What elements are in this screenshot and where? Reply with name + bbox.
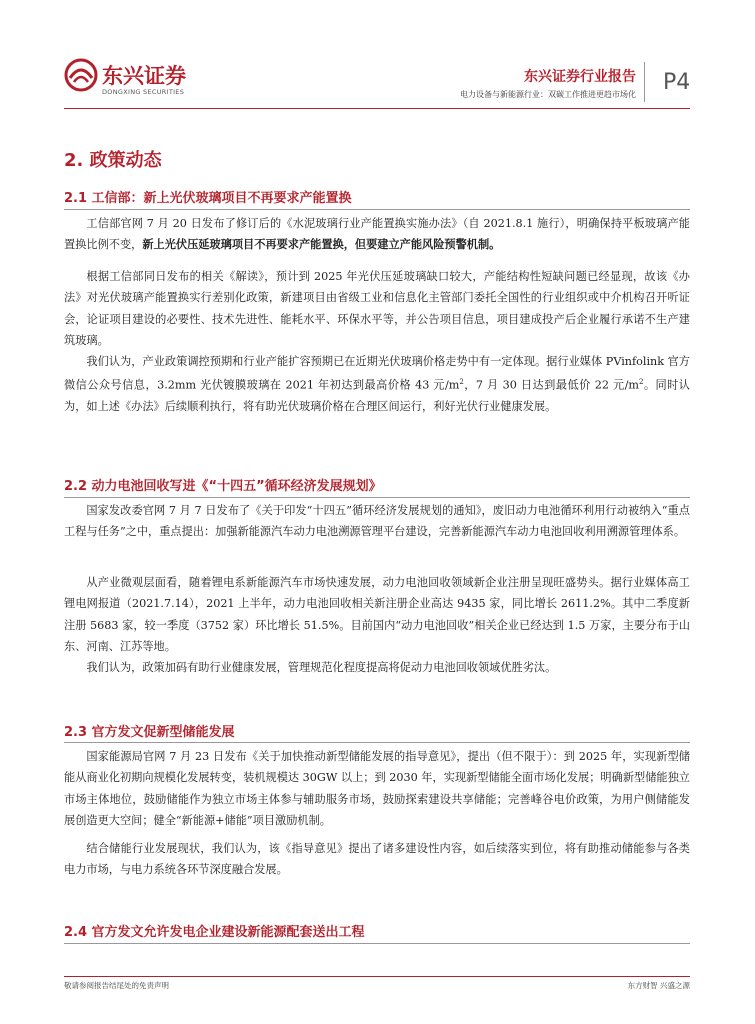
report-title: 东兴证券行业报告 (524, 69, 636, 85)
paragraph: 国家能源局官网 7 月 23 日发布《关于加快推动新型储能发展的指导意见》，提出（但不限于）：到 2025 年，实现新型储能从商业化初期向规模化发展转变，装机规模达 30GW 以上；到 2030 年，实现新型储能全面市场化发展；明确新型储能独立市场主体地位，鼓励储能作为独立市场主体参与辅助服务市场，鼓励探索建设共享储能；完善峰谷电价政策，为用户侧储能发展创造更大空间；健全“新能源+储能”项目激励机制。 (64, 750, 690, 827)
logo-subtitle: DONGXING SECURITIES (102, 88, 185, 96)
footer-disclaimer: 敬请参阅报告结尾处的免责声明 (64, 981, 169, 990)
paragraph: 我们认为，政策加码有助行业健康发展，管理规范化程度提高将促动力电池回收领域优胜劣汰。 (86, 661, 557, 674)
company-logo (64, 58, 194, 104)
footer-rule (64, 976, 690, 977)
paragraph: 国家发改委官网 7 月 7 日发布了《关于印发“十四五”循环经济发展规划的通知》，废旧动力电池循环利用行动被纳入“重点工程与任务”之中，重点提出：加强新能源汽车动力电池溯源管理平台建设，完善新能源汽车动力电池回收利用溯源管理体系。 (64, 504, 690, 539)
subsection-title-2-3: 2.3 官方发文促新型储能发展 (64, 725, 235, 740)
header-divider (644, 62, 645, 102)
paragraph: 根据工信部同日发布的相关《解读》，预计到 2025 年光伏压延玻璃缺口较大，产能结构性短缺问题已经显现，故该《办法》对光伏玻璃产能置换实行差别化政策，新建项目由省级工业和信息化主管部门委托全国性的行业组织或中介机构召开听证会，论证项目建设的必要性、技术先进性、能耗水平、环保水平等，并公告项目信息，项目建成投产后企业履行承诺不生产建筑玻璃。 (64, 270, 690, 347)
paragraph: 我们认为，产业政策调控预期和行业产能扩容预期已在近期光伏玻璃价格走势中有一定体现。据行业媒体 PVinfolink 官方微信公众号信息，3.2mm 光伏镀膜玻璃在 2021 年初达到最高价格 43 元$/m^2$，7 月 30 日达到最低价 22 元$/m^2$。同时认为，如上述《办法》后续顺利执行，将有助光伏玻璃价格在合理区间运行，利好光伏行业健康发展。 (64, 355, 690, 414)
header-rule (64, 108, 690, 109)
subsection-title-2-1: 2.1 工信部：新上光伏玻璃项目不再要求产能置换 (64, 191, 352, 206)
subsection-title-2-4: 2.4 官方发文允许发电企业建设新能源配套送出工程 (64, 925, 365, 940)
subsection-title-2-2: 2.2 动力电池回收写进《“十四五”循环经济发展规划》 (64, 479, 382, 494)
dongxing-logo-icon (64, 58, 98, 92)
subsection-rule (64, 497, 690, 498)
subsection-rule (64, 742, 690, 743)
paragraph: 工信部官网 7 月 20 日发布了修订后的《水泥玻璃行业产能置换实施办法》（自 2021.8.1 施行），明确保持平板玻璃产能置换比例不变，新上光伏压延玻璃项目不再要求产能置换，但要建立产能风险预警机制。 (64, 217, 690, 252)
subsection-rule (64, 943, 690, 944)
page-number: P4 (663, 70, 691, 95)
footer-slogan: 东方财智 兴盛之源 (627, 981, 690, 990)
subsection-rule (64, 209, 690, 210)
logo-name: 东兴证券 (102, 64, 186, 88)
paragraph: 从产业微观层面看，随着锂电系新能源汽车市场快速发展，动力电池回收领域新企业注册呈现旺盛势头。据行业媒体高工锂电网报道（2021.7.14），2021 上半年，动力电池回收相关新注册企业高达 9435 家，同比增长 2611.2%。其中二季度新注册 5683 家，较一季度（3752 家）环比增长 51.5%。目前国内“动力电池回收”相关企业已经达到 1.5 万家，主要分布于山东、河南、江苏等地。 (64, 576, 690, 653)
paragraph: 结合储能行业发展现状，我们认为，该《指导意见》提出了诸多建设性内容，如后续落实到位，将有助推动储能参与各类电力市场，与电力系统各环节深度融合发展。 (64, 842, 690, 877)
highlight-text: 新上光伏压延玻璃项目不再要求产能置换，但要建立产能风险预警机制。 (142, 237, 501, 252)
report-subtitle: 电力设备与新能源行业：双碳工作推进更趋市场化 (460, 90, 636, 99)
section-title: 2. 政策动态 (64, 150, 162, 171)
